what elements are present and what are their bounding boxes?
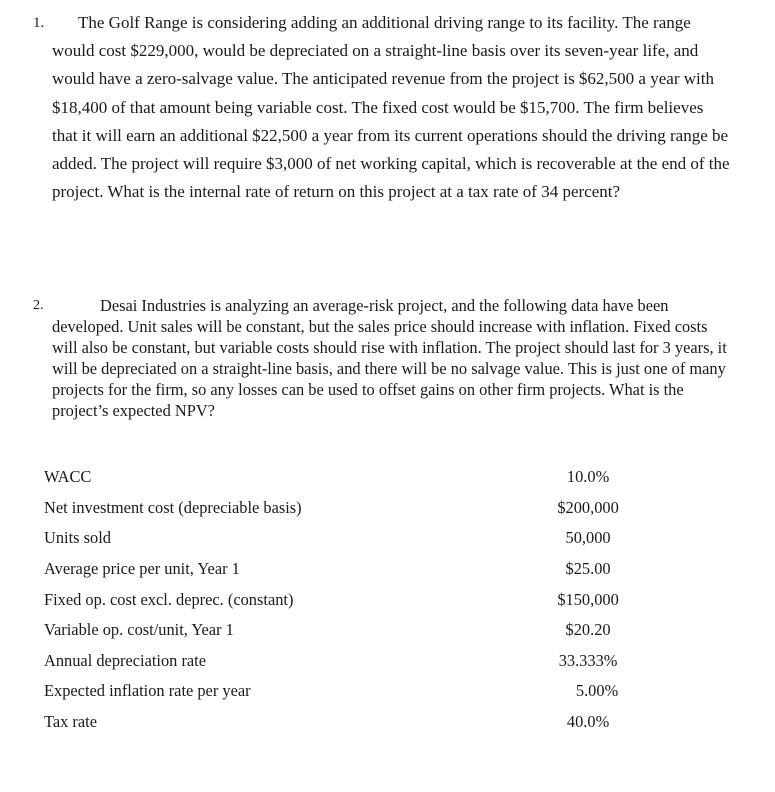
question-2-text: Desai Industries is analyzing an average-risk project, and the following data have been developed. Unit sales will be constant, but the sales price should increase with inflation. Fixed costs will also be constant, but variable costs should rise with inflation. The project should last for 3 years, it will be depreciated on a straight-line basis, and there will be no salvage value. This is just one of many projects for the firm, so any losses can be used to offset gains on other firm projects. What is the project’s expected NPV? [52, 296, 727, 420]
table-row [44, 554, 644, 585]
row-label: Fixed op. cost excl. deprec. (constant) [44, 589, 294, 609]
row-value: $20.20 [565, 620, 611, 640]
table-row [44, 584, 644, 615]
row-value: 10.0% [566, 467, 610, 487]
row-value [532, 676, 644, 707]
table-row [44, 493, 644, 524]
row-label: Net investment cost (depreciable basis) [44, 497, 302, 517]
row-value-text: 5.00% [575, 681, 619, 701]
row-value: 40.0% [566, 712, 610, 732]
row-value: $200,000 [557, 497, 619, 517]
row-value: 33.333% [558, 650, 618, 670]
row-value: $150,000 [557, 589, 619, 609]
table-row [44, 646, 644, 677]
table-row [44, 707, 644, 738]
table-row [44, 523, 644, 554]
row-value: 50,000 [565, 528, 611, 548]
row-label: Annual depreciation rate [44, 650, 207, 670]
table-row [44, 676, 644, 707]
question-2-number: 2. [33, 298, 44, 313]
row-value: $25.00 [565, 559, 611, 579]
row-label: Units sold [44, 528, 111, 548]
table-row [44, 462, 644, 493]
project-data-table [44, 462, 644, 737]
row-label: Variable op. cost/unit, Year 1 [44, 620, 234, 640]
row-label: Tax rate [44, 712, 97, 732]
row-label: Average price per unit, Year 1 [44, 559, 240, 579]
question-1-number: 1. [33, 15, 45, 31]
table-row [44, 615, 644, 646]
row-label: Expected inflation rate per year [44, 681, 251, 701]
row-label: WACC [44, 467, 92, 487]
question-1-text: The Golf Range is considering adding an additional driving range to its facility. The range would cost $229,000, would be depreciated on a straight-line basis over its seven-year life, and would have a zero-salvage value. The anticipated revenue from the project is $62,500 a year with $18,400 of that amount being variable cost. The fixed cost would be $15,700. The firm believes that it will earn an additional $22,500 a year from its current operations should the driving range be added. The project will require $3,000 of net working capital, which is recoverable at the end of the project. What is the internal rate of return on this project at a tax rate of 34 percent? [52, 13, 730, 202]
